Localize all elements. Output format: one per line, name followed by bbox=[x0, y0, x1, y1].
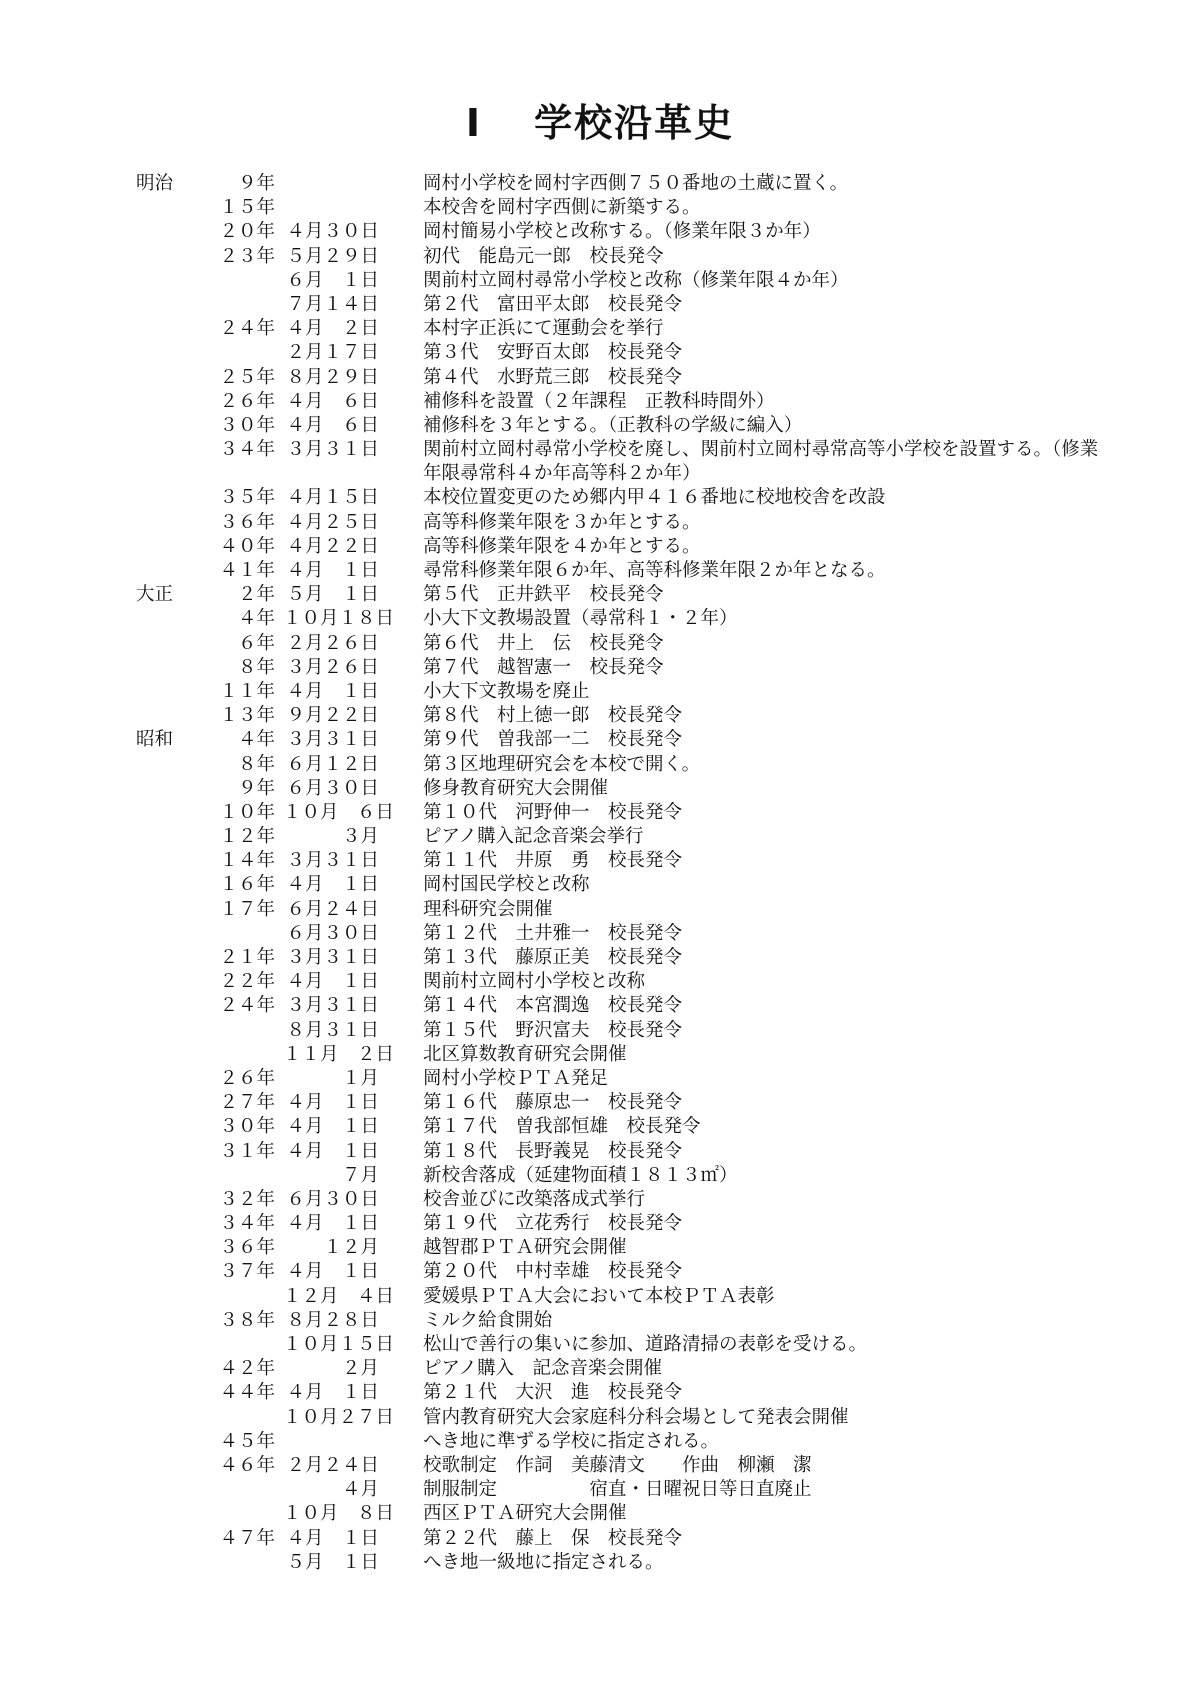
entry-event: 補修科を設置（２年課程 正教科時間外） bbox=[423, 390, 775, 412]
history-list bbox=[0, 172, 1200, 1575]
entry-event: 小大下文教場設置（尋常科１・２年） bbox=[423, 608, 738, 630]
entry-date: ２月 bbox=[341, 1358, 379, 1380]
entry-era: 昭和 bbox=[136, 729, 174, 751]
entry-date: ６月３０日 bbox=[286, 777, 379, 799]
history-entry bbox=[0, 1043, 1200, 1067]
entry-date: ４月 １日 bbox=[286, 1116, 379, 1138]
entry-year: １２年 bbox=[219, 826, 275, 848]
entry-date: １０月 ８日 bbox=[283, 1503, 395, 1525]
entry-event: 第１５代 野沢富夫 校長発令 bbox=[423, 1019, 683, 1041]
history-entry bbox=[0, 1478, 1200, 1502]
history-entry bbox=[0, 535, 1200, 559]
entry-year: ３７年 bbox=[219, 1261, 275, 1283]
entry-year: ２５年 bbox=[219, 366, 275, 388]
entry-year: １０年 bbox=[219, 801, 275, 823]
entry-event: 制服制定 宿直・日曜祝日等日直廃止 bbox=[423, 1479, 812, 1501]
entry-year: ４年 bbox=[237, 608, 275, 630]
entry-date: ４月１５日 bbox=[286, 487, 379, 509]
history-entry bbox=[0, 559, 1200, 583]
entry-event: ミルク給食開始 bbox=[423, 1309, 553, 1331]
history-entry bbox=[0, 1551, 1200, 1575]
title-number: Ⅰ bbox=[465, 101, 483, 145]
entry-event: 第１７代 曽我部恒雄 校長発令 bbox=[423, 1116, 701, 1138]
entry-event: 高等科修業年限を４か年とする。 bbox=[423, 535, 701, 557]
history-entry bbox=[0, 946, 1200, 970]
entry-event: 北区算数教育研究会開催 bbox=[423, 1043, 627, 1065]
entry-date: ４月 １日 bbox=[286, 1527, 379, 1549]
entry-event: 第１９代 立花秀行 校長発令 bbox=[423, 1213, 683, 1235]
entry-event: 岡村小学校ＰＴＡ発足 bbox=[423, 1067, 609, 1089]
entry-date: ４月２２日 bbox=[286, 535, 379, 557]
history-entry bbox=[0, 849, 1200, 873]
entry-date: ２月２６日 bbox=[286, 632, 379, 654]
entry-event: 本校舎を岡村字西側に新築する。 bbox=[423, 197, 701, 219]
history-entry bbox=[0, 728, 1200, 752]
entry-year: ４年 bbox=[237, 729, 275, 751]
entry-event: 第８代 村上徳一郎 校長発令 bbox=[423, 705, 683, 727]
entry-event: 岡村簡易小学校と改称する。（修業年限３か年） bbox=[423, 221, 821, 243]
entry-year: １６年 bbox=[219, 874, 275, 896]
entry-year: １７年 bbox=[219, 898, 275, 920]
entry-event: 越智郡ＰＴＡ研究会開催 bbox=[423, 1237, 627, 1259]
title-text: 学校沿革史 bbox=[534, 101, 735, 145]
entry-date: １月 bbox=[341, 1067, 379, 1089]
entry-year: １１年 bbox=[219, 680, 275, 702]
entry-date: ３月２６日 bbox=[286, 656, 379, 678]
entry-date: ３月３１日 bbox=[286, 995, 379, 1017]
entry-year: ９年 bbox=[237, 777, 275, 799]
entry-event: 本村字正浜にて運動会を挙行 bbox=[423, 318, 664, 340]
entry-event: 第２２代 藤上 保 校長発令 bbox=[423, 1527, 683, 1549]
page-title bbox=[0, 92, 1200, 147]
entry-year: ２２年 bbox=[219, 971, 275, 993]
entry-event: 第１１代 井原 勇 校長発令 bbox=[423, 850, 683, 872]
entry-era: 明治 bbox=[136, 173, 174, 194]
history-entry bbox=[0, 1115, 1200, 1139]
entry-year: ４４年 bbox=[219, 1382, 275, 1404]
entry-date: ４月 １日 bbox=[286, 1140, 379, 1162]
entry-event: 第２１代 大沢 進 校長発令 bbox=[423, 1382, 683, 1404]
entry-event: 第１２代 土井雅一 校長発令 bbox=[423, 922, 683, 944]
entry-year: ２４年 bbox=[219, 318, 275, 340]
history-entry bbox=[0, 825, 1200, 849]
entry-date: ５月 １日 bbox=[286, 584, 379, 606]
entry-year: ９年 bbox=[237, 173, 275, 194]
history-entry bbox=[0, 1140, 1200, 1164]
entry-event: 第６代 井上 伝 校長発令 bbox=[423, 632, 664, 654]
entry-event: 第１０代 河野伸一 校長発令 bbox=[423, 801, 683, 823]
entry-event: 関前村立岡村尋常小学校と改称（修業年限４か年） bbox=[423, 269, 849, 291]
entry-year: ３４年 bbox=[219, 1213, 275, 1235]
entry-year: ２１年 bbox=[219, 947, 275, 969]
entry-year: ４２年 bbox=[219, 1358, 275, 1380]
entry-era: 大正 bbox=[136, 584, 174, 606]
history-entry bbox=[0, 414, 1200, 438]
entry-event: 西区ＰＴＡ研究大会開催 bbox=[423, 1503, 627, 1525]
history-entry bbox=[0, 1164, 1200, 1188]
history-entry bbox=[0, 1381, 1200, 1405]
entry-date: ４月 １日 bbox=[286, 680, 379, 702]
entry-year: ４６年 bbox=[219, 1454, 275, 1476]
entry-event: ピアノ購入記念音楽会挙行 bbox=[423, 826, 644, 848]
history-entry bbox=[0, 777, 1200, 801]
entry-date: ４月 １日 bbox=[286, 1382, 379, 1404]
entry-event: 第７代 越智憲一 校長発令 bbox=[423, 656, 664, 678]
history-entry bbox=[0, 1019, 1200, 1043]
history-entry bbox=[0, 753, 1200, 777]
entry-event: 本校位置変更のため郷内甲４１６番地に校地校舎を改設 bbox=[423, 487, 886, 509]
entry-date: ５月 １日 bbox=[286, 1551, 379, 1573]
entry-date: ８月３１日 bbox=[286, 1019, 379, 1041]
history-entry bbox=[0, 1285, 1200, 1309]
entry-event: 小大下文教場を廃止 bbox=[423, 680, 590, 702]
entry-date: ６月１２日 bbox=[286, 753, 379, 775]
history-entry bbox=[0, 656, 1200, 680]
entry-year: ２０年 bbox=[219, 221, 275, 243]
entry-event: 第４代 水野荒三郎 校長発令 bbox=[423, 366, 683, 388]
history-entry bbox=[0, 680, 1200, 704]
entry-event: 第５代 正井鉄平 校長発令 bbox=[423, 584, 664, 606]
entry-event: 第２０代 中村幸雄 校長発令 bbox=[423, 1261, 683, 1283]
history-entry bbox=[0, 583, 1200, 607]
entry-date: ４月 ６日 bbox=[286, 414, 379, 436]
history-entry bbox=[0, 1454, 1200, 1478]
entry-year: ２６年 bbox=[219, 1067, 275, 1089]
entry-event: 関前村立岡村小学校と改称 bbox=[423, 971, 646, 993]
entry-event: 修身教育研究大会開催 bbox=[423, 777, 609, 799]
entry-event: 第１６代 藤原忠一 校長発令 bbox=[423, 1092, 683, 1114]
history-entry bbox=[0, 873, 1200, 897]
entry-date: ７月１４日 bbox=[286, 293, 379, 315]
history-entry bbox=[0, 196, 1200, 220]
history-entry bbox=[0, 390, 1200, 414]
entry-date: ４月 １日 bbox=[286, 874, 379, 896]
entry-year: ４５年 bbox=[219, 1430, 275, 1452]
entry-event: 第１３代 藤原正美 校長発令 bbox=[423, 947, 683, 969]
history-entry bbox=[0, 438, 1200, 486]
entry-event: 第１４代 本宮潤逸 校長発令 bbox=[423, 995, 683, 1017]
entry-year: ４０年 bbox=[219, 535, 275, 557]
entry-event: へき地一級地に指定される。 bbox=[423, 1551, 664, 1573]
history-entry bbox=[0, 922, 1200, 946]
entry-date: ７月 bbox=[341, 1164, 379, 1186]
history-entry bbox=[0, 898, 1200, 922]
entry-year: ２３年 bbox=[219, 245, 275, 267]
entry-event: 第３区地理研究会を本校で開く。 bbox=[423, 753, 701, 775]
entry-date: １０月１５日 bbox=[283, 1334, 395, 1356]
entry-date: ６月 １日 bbox=[286, 269, 379, 291]
entry-date: ８月２８日 bbox=[286, 1309, 379, 1331]
entry-event: 第１８代 長野義晃 校長発令 bbox=[423, 1140, 683, 1162]
entry-year: ８年 bbox=[237, 753, 275, 775]
entry-event: 岡村国民学校と改称 bbox=[423, 874, 590, 896]
history-entry bbox=[0, 245, 1200, 269]
history-entry bbox=[0, 269, 1200, 293]
entry-date: ２月２４日 bbox=[286, 1454, 379, 1476]
entry-date: ３月３１日 bbox=[286, 947, 379, 969]
history-entry bbox=[0, 172, 1200, 196]
entry-date: １０月１８日 bbox=[283, 608, 395, 630]
history-entry bbox=[0, 1212, 1200, 1236]
entry-year: ３５年 bbox=[219, 487, 275, 509]
entry-date: ９月２２日 bbox=[286, 705, 379, 727]
history-entry bbox=[0, 1406, 1200, 1430]
entry-event: 補修科を３年とする。（正教科の学級に編入） bbox=[423, 414, 803, 436]
history-entry bbox=[0, 1357, 1200, 1381]
entry-year: ３０年 bbox=[219, 1116, 275, 1138]
history-entry bbox=[0, 1527, 1200, 1551]
entry-year: ２６年 bbox=[219, 390, 275, 412]
entry-date: ６月３０日 bbox=[286, 922, 379, 944]
entry-event: 第９代 曽我部一二 校長発令 bbox=[423, 729, 683, 751]
entry-year: ４７年 bbox=[219, 1527, 275, 1549]
entry-date: ４月 １日 bbox=[286, 971, 379, 993]
entry-event: 新校舎落成（延建物面積１８１３㎡） bbox=[423, 1164, 738, 1186]
entry-event: 理科研究会開催 bbox=[423, 898, 553, 920]
entry-date: １２月 bbox=[323, 1237, 379, 1259]
entry-year: ３６年 bbox=[219, 511, 275, 533]
entry-year: １５年 bbox=[219, 197, 275, 219]
entry-year: ３２年 bbox=[219, 1188, 275, 1210]
entry-date: ３月３１日 bbox=[286, 439, 379, 461]
entry-date: ４月２５日 bbox=[286, 511, 379, 533]
entry-date: ４月 １日 bbox=[286, 1261, 379, 1283]
entry-date: ３月３１日 bbox=[286, 729, 379, 751]
history-entry bbox=[0, 801, 1200, 825]
entry-date: ６月２４日 bbox=[286, 898, 379, 920]
entry-year: ２７年 bbox=[219, 1092, 275, 1114]
history-entry bbox=[0, 994, 1200, 1018]
entry-event: 第２代 富田平太郎 校長発令 bbox=[423, 293, 683, 315]
entry-date: ３月３１日 bbox=[286, 850, 379, 872]
entry-year: ３８年 bbox=[219, 1309, 275, 1331]
entry-event: 校歌制定 作詞 美藤清文 作曲 柳瀬 潔 bbox=[423, 1454, 812, 1476]
entry-date: ２月１７日 bbox=[286, 342, 379, 364]
entry-date: ４月 １日 bbox=[286, 560, 379, 582]
entry-date: １２月 ４日 bbox=[283, 1285, 395, 1307]
entry-event: 尋常科修業年限６か年、高等科修業年限２か年となる。 bbox=[423, 560, 886, 582]
entry-date: ８月２９日 bbox=[286, 366, 379, 388]
entry-date: ４月 ２日 bbox=[286, 318, 379, 340]
entry-date: ４月 bbox=[341, 1479, 379, 1501]
entry-date: １１月 ２日 bbox=[283, 1043, 395, 1065]
history-entry bbox=[0, 1430, 1200, 1454]
entry-date: ５月２９日 bbox=[286, 245, 379, 267]
entry-year: ３０年 bbox=[219, 414, 275, 436]
entry-year: １４年 bbox=[219, 850, 275, 872]
history-entry bbox=[0, 317, 1200, 341]
history-entry bbox=[0, 1236, 1200, 1260]
entry-year: ３４年 bbox=[219, 439, 275, 461]
entry-event: 管内教育研究大会家庭科分科会場として発表会開催 bbox=[423, 1406, 849, 1428]
entry-date: ４月 ６日 bbox=[286, 390, 379, 412]
entry-date: １０月 ６日 bbox=[283, 801, 395, 823]
entry-year: ３１年 bbox=[219, 1140, 275, 1162]
entry-event: 高等科修業年限を３か年とする。 bbox=[423, 511, 701, 533]
history-entry bbox=[0, 1260, 1200, 1284]
entry-event: 岡村小学校を岡村字西側７５０番地の土蔵に置く。 bbox=[423, 173, 849, 194]
entry-event: 松山で善行の集いに参加、道路清掃の表彰を受ける。 bbox=[423, 1334, 868, 1356]
entry-event: 関前村立岡村尋常小学校を廃し、関前村立岡村尋常高等小学校を設置する。（修業年限尋常科４か年高等科２か年） bbox=[423, 439, 1099, 485]
entry-date: ６月３０日 bbox=[286, 1188, 379, 1210]
entry-event: 愛媛県ＰＴＡ大会において本校ＰＴＡ表彰 bbox=[423, 1285, 775, 1307]
entry-year: ４１年 bbox=[219, 560, 275, 582]
history-entry bbox=[0, 366, 1200, 390]
entry-event: 初代 能島元一郎 校長発令 bbox=[423, 245, 664, 267]
history-entry bbox=[0, 632, 1200, 656]
history-entry bbox=[0, 1502, 1200, 1526]
entry-date: １０月２７日 bbox=[283, 1406, 395, 1428]
entry-year: ３６年 bbox=[219, 1237, 275, 1259]
history-entry bbox=[0, 220, 1200, 244]
history-entry bbox=[0, 1309, 1200, 1333]
history-entry bbox=[0, 1333, 1200, 1357]
history-entry bbox=[0, 293, 1200, 317]
entry-date: ４月 １日 bbox=[286, 1213, 379, 1235]
entry-year: ２４年 bbox=[219, 995, 275, 1017]
history-entry bbox=[0, 486, 1200, 510]
entry-year: １３年 bbox=[219, 705, 275, 727]
history-entry bbox=[0, 1067, 1200, 1091]
history-entry bbox=[0, 1091, 1200, 1115]
entry-date: ３月 bbox=[341, 826, 379, 848]
entry-date: ４月 １日 bbox=[286, 1092, 379, 1114]
history-entry bbox=[0, 511, 1200, 535]
history-entry bbox=[0, 970, 1200, 994]
history-entry bbox=[0, 1188, 1200, 1212]
history-entry bbox=[0, 607, 1200, 631]
entry-year: ６年 bbox=[237, 632, 275, 654]
entry-event: へき地に準ずる学校に指定される。 bbox=[423, 1430, 720, 1452]
entry-date: ４月３０日 bbox=[286, 221, 379, 243]
history-entry bbox=[0, 341, 1200, 365]
history-entry bbox=[0, 704, 1200, 728]
entry-year: ８年 bbox=[237, 656, 275, 678]
entry-event: 校舎並びに改築落成式挙行 bbox=[423, 1188, 646, 1210]
entry-event: ピアノ購入 記念音楽会開催 bbox=[423, 1358, 663, 1380]
entry-year: ２年 bbox=[237, 584, 275, 606]
entry-event: 第３代 安野百太郎 校長発令 bbox=[423, 342, 683, 364]
